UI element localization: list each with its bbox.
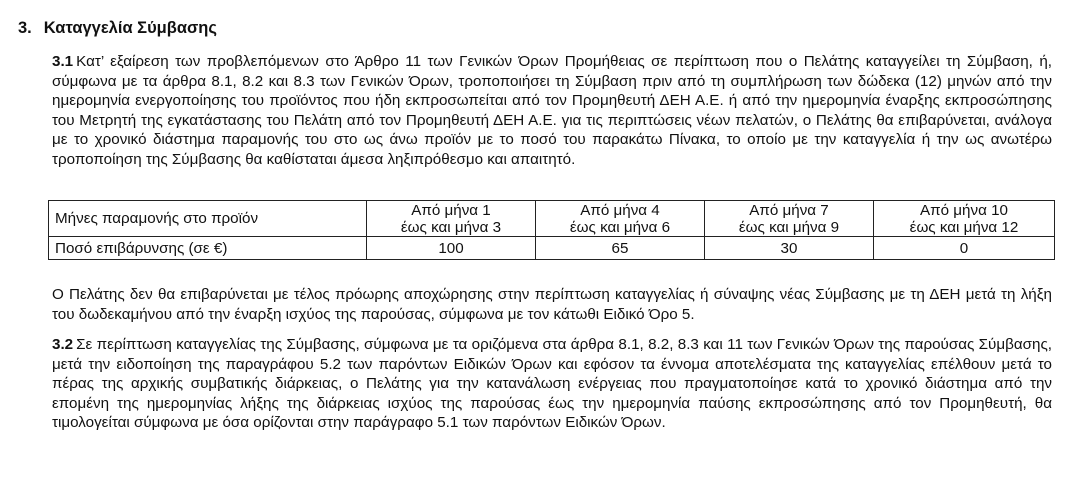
table-row-label: Ποσό επιβάρυνσης (σε €) (49, 237, 367, 260)
table-cell: 100 (367, 237, 536, 260)
note-paragraph (52, 285, 1052, 324)
table-header-cell: Από μήνα 4 έως και μήνα 6 (536, 201, 705, 237)
table-header-cell: Από μήνα 10 έως και μήνα 12 (874, 201, 1055, 237)
paragraph-number: 3.1 (52, 53, 74, 70)
table-header-row (49, 201, 1055, 237)
table-header-cell: Από μήνα 7 έως και μήνα 9 (705, 201, 874, 237)
early-termination-fee-table (48, 200, 1055, 260)
table-cell: 0 (874, 237, 1055, 260)
paragraph-3-1 (52, 52, 1052, 169)
section-title: Καταγγελία Σύμβασης (43, 19, 217, 37)
table-row (49, 237, 1055, 260)
paragraph-number: 3.2 (52, 336, 74, 353)
note-text: Ο Πελάτης δεν θα επιβαρύνεται με τέλος πρόωρης αποχώρησης στην περίπτωση καταγγελίας ή σύναψης νέας Σύμβασης με τη ΔΕΗ μετά τη λήξη του δωδεκαμήνου από την έναρξη ισχύος της παρούσας, σύμφωνα με τον κάτωθι Ειδικό Όρο 5. (52, 286, 1052, 323)
paragraph-text: Κατ’ εξαίρεση των προβλεπόμενων στο Άρθρο 11 των Γενικών Όρων Προμήθειας σε περίπτωση που ο Πελάτης καταγγείλει τη Σύμβαση, ή, σύμφωνα με τα άρθρα 8.1, 8.2 και 8.3 των Γενικών Όρων, τροποποιήσει τη Σύμβαση πριν από τη συμπλήρωση των δώδεκα (12) μηνών από την ημερομηνία ενεργοποίησης του προϊόντος που ήδη εκπροσωπείται από τον Προμηθευτή ΔΕΗ Α.Ε. ή από την ημερομηνία έναρξης εκπροσώπησης του Μετρητή της εγκατάστασης του Πελάτη από τον Προμηθευτή ΔΕΗ Α.Ε. για τις περιπτώσεις νέων πελατών, ο Πελάτης θα επιβαρύνεται, ανάλογα με το χρονικό διάστημα παραμονής του στο ως άνω προϊόν με το ποσό του παρακάτω Πίνακα, το οποίο με την καταγγελία ή την ως ανωτέρω τροποποίηση της Σύμβασης θα καθίσταται άμεσα ληξιπρόθεσμο και απαιτητό. (52, 53, 1052, 168)
section-number: 3. (18, 19, 32, 37)
table-cell: 65 (536, 237, 705, 260)
table-header-label: Μήνες παραμονής στο προϊόν (49, 201, 367, 237)
paragraph-3-2 (52, 335, 1052, 433)
table-header-cell: Από μήνα 1 έως και μήνα 3 (367, 201, 536, 237)
section-heading (18, 19, 217, 39)
table-cell: 30 (705, 237, 874, 260)
paragraph-text: Σε περίπτωση καταγγελίας της Σύμβασης, σύμφωνα με τα οριζόμενα στα άρθρα 8.1, 8.2, 8.3 και 11 των Γενικών Όρων της παρούσας Σύμβασης, μετά την ειδοποίηση της παραγράφου 5.2 των παρόντων Ειδικών Όρων και εφόσον τα έννομα αποτελέσματα της καταγγελίας επέλθουν μετά το πέρας της αρχικής συμβατικής διάρκειας, ο Πελάτης για την κατανάλωση ενέργειας που πραγματοποίησε κατά το χρονικό διάστημα από την επομένη της ημερομηνίας λήξης της διάρκειας ισχύος της παρούσας έως την ημερομηνία παύσης εκπροσώπησης από τον Προμηθευτή, θα τιμολογείται σύμφωνα με όσα ορίζονται στην παράγραφο 5.1 των παρόντων Ειδικών Όρων. (52, 336, 1052, 431)
